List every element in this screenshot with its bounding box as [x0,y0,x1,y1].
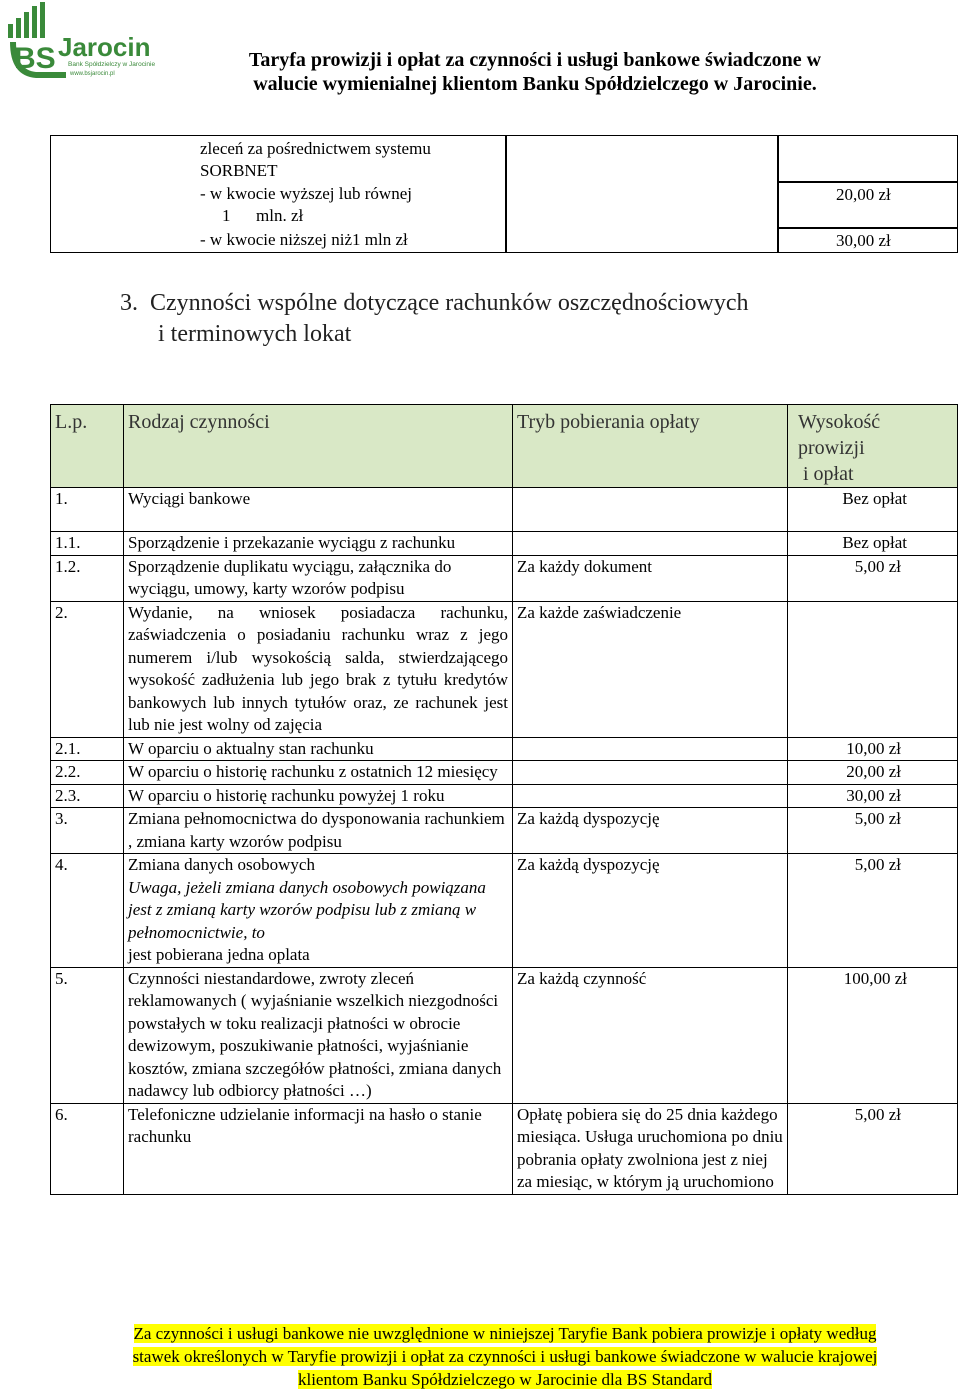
row-mode [513,488,788,532]
table-row [51,967,958,1103]
row-amount: 20,00 zł [788,761,958,785]
row-amount: 30,00 zł [788,784,958,808]
row-mode: Za każdy dokument [513,555,788,601]
row-desc-note: Uwaga, jeżeli zmiana danych osobowych powiązana jest z zmianą karty wzorów podpisu lub z zmianą w pełnomocnictwie, to [128,877,486,942]
svg-text:BS: BS [14,42,56,75]
sorbnet-line-5: - w kwocie niższej niż1 mln zł [200,230,408,249]
row-lp: 1. [51,488,124,532]
section-heading-line-2: i terminowych lokat [158,321,352,347]
row-lp: 1.1. [51,532,124,556]
row-desc: Wyciągi bankowe [124,488,513,532]
row-desc-tail: jest pobierana jedna oplata [128,945,310,964]
table-row [51,601,958,737]
logo-text: Jarocin [58,32,151,62]
table-row [51,761,958,785]
header-rodzaj: Rodzaj czynności [124,405,513,488]
row-lp: 2.1. [51,737,124,761]
row-amount: 5,00 zł [788,808,958,854]
row-desc: W oparciu o historię rachunku powyżej 1 roku [124,784,513,808]
sorbnet-empty-cell [777,135,958,183]
sorbnet-amount-2: 30,00 zł [836,231,891,250]
row-desc: Zmiana pełnomocnictwa do dysponowania rachunkiem , zmiana karty wzorów podpisu [124,808,513,854]
sorbnet-line-4: 1 mln. zł [222,206,304,225]
header-line-1: Taryfa prowizji i opłat za czynności i usługi bankowe świadczone w [248,49,822,71]
footer-line-3: klientom Banku Spółdzielczego w Jarocinie dla BS Standard [297,1370,713,1389]
row-amount: 10,00 zł [788,737,958,761]
row-desc: Sporządzenie duplikatu wyciągu, załącznika do wyciągu, umowy, karty wzorów podpisu [124,555,513,601]
row-mode [513,761,788,785]
row-mode: Opłatę pobiera się do 25 dnia każdego miesiąca. Usługa uruchomiona po dniu pobrania opłaty zwolniona jest z niej za miesiąc, w którym ją uruchomiono [513,1103,788,1194]
row-desc: Wydanie, na wniosek posiadacza rachunku, zaświadczenia o posiadaniu rachunku wraz z jego numerem i/lub wysokością salda, stwierdzającego wysokość zadłużenia lub jego brak z tytułu kredytów bankowych lub innych tytułów oraz, ze rachunek jest lub nie jest wolny od zajęcia [124,601,513,737]
sorbnet-line-2: SORBNET [200,161,278,180]
row-amount: 5,00 zł [788,555,958,601]
row-mode [513,784,788,808]
row-lp: 2.2. [51,761,124,785]
row-mode: Za każdą czynność [513,967,788,1103]
row-desc [124,854,513,968]
row-desc-main: Zmiana danych osobowych [128,855,315,874]
bank-logo [6,2,156,80]
header-tryb: Tryb pobierania opłaty [513,405,788,488]
row-desc: Czynności niestandardowe, zwroty zleceń reklamowanych ( wyjaśnianie wszelkich niezgodności powstałych w toku realizacji płatności w obrocie dewizowym, poszukiwanie płatności, wyjaśnianie kosztów, zmiana szczegółów płatności, zmiana danych nadawcy lub odbiorcy płatności …) [124,967,513,1103]
table-row [51,854,958,968]
fees-table [50,404,957,1195]
row-lp: 5. [51,967,124,1103]
table-row [51,784,958,808]
header-wysokosc [788,405,958,488]
table-row [51,555,958,601]
row-lp: 3. [51,808,124,854]
header-wysokosc-2: prowizji [798,437,865,459]
table-row [51,737,958,761]
sorbnet-mode-cell [505,135,779,253]
row-desc: W oparciu o aktualny stan rachunku [124,737,513,761]
row-mode [513,737,788,761]
table-row [51,808,958,854]
table-header-row [51,405,958,488]
header-line-2: walucie wymienialnej klientom Banku Spółdzielczego w Jarocinie. [253,73,817,95]
sorbnet-amount-1: 20,00 zł [836,185,891,204]
row-mode [513,532,788,556]
svg-text:www.bsjarocin.pl: www.bsjarocin.pl [70,71,115,77]
row-amount: Bez opłat [788,488,958,532]
bs-jarocin-logo-icon [6,2,156,80]
svg-text:Bank Spółdzielczy w Jarocinie: Bank Spółdzielczy w Jarocinie [68,61,156,68]
row-lp: 1.2. [51,555,124,601]
row-amount: 5,00 zł [788,1103,958,1194]
row-mode: Za każdą dyspozycję [513,854,788,968]
table-row [51,488,958,532]
footer-line-1: Za czynności i usługi bankowe nie uwzględnione w niniejszej Taryfie Bank pobiera prowizje i opłaty według [133,1324,877,1343]
row-amount [788,601,958,737]
row-desc: Telefoniczne udzielanie informacji na hasło o stanie rachunku [124,1103,513,1194]
table-row [51,532,958,556]
footer-note [60,1322,950,1391]
row-amount: 100,00 zł [788,967,958,1103]
row-mode: Za każde zaświadczenie [513,601,788,737]
header-wysokosc-1: Wysokość [798,411,881,433]
row-desc: W oparciu o historię rachunku z ostatnich 12 miesięcy [124,761,513,785]
sorbnet-table [50,135,957,253]
row-lp: 2.3. [51,784,124,808]
row-mode: Za każdą dyspozycję [513,808,788,854]
row-amount: Bez opłat [788,532,958,556]
table-row [51,1103,958,1194]
footer-line-2: stawek określonych w Taryfie prowizji i opłat za czynności i usługi bankowe świadczone w walucie krajowej [132,1347,878,1366]
row-lp: 4. [51,854,124,968]
header-wysokosc-3: i opłat [798,463,854,485]
document-header [160,48,910,96]
section-heading [120,288,748,350]
header-lp: L.p. [51,405,124,488]
row-lp: 6. [51,1103,124,1194]
row-lp: 2. [51,601,124,737]
row-amount: 5,00 zł [788,854,958,968]
row-desc: Sporządzenie i przekazanie wyciągu z rachunku [124,532,513,556]
section-heading-line-1: 3. Czynności wspólne dotyczące rachunków oszczędnościowych [120,290,749,316]
sorbnet-line-3: - w kwocie wyższej lub równej [200,184,412,203]
sorbnet-line-1: zleceń za pośrednictwem systemu [200,139,431,158]
